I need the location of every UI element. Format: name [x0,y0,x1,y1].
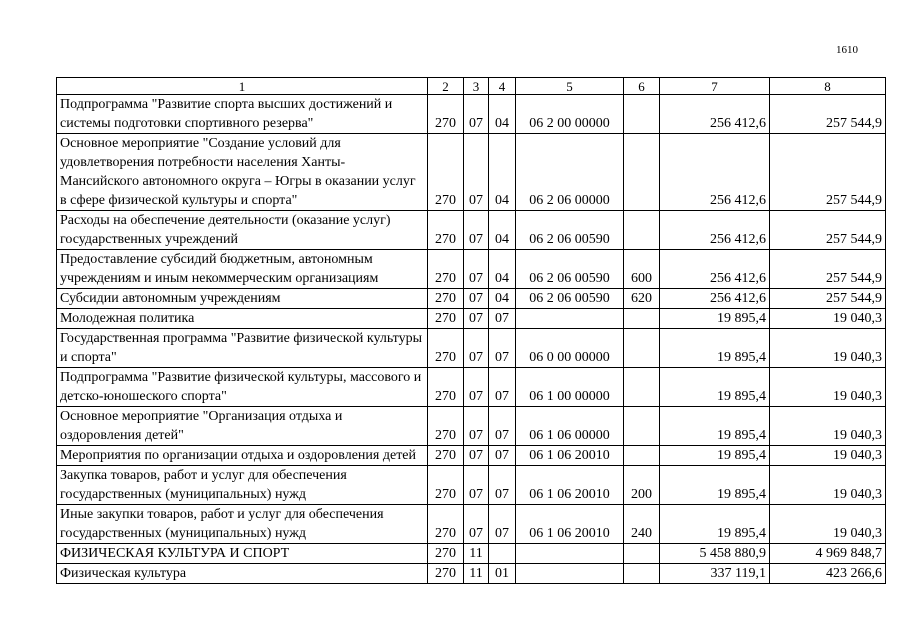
cell-subsection: 04 [489,289,516,309]
cell-target-article [516,544,624,564]
cell-expense-type [624,564,660,584]
cell-chapter: 07 [464,250,489,289]
cell-section-code: 270 [428,134,464,211]
cell-amount-year2: 19 040,3 [770,407,886,446]
cell-expense-type: 240 [624,505,660,544]
table-row [57,329,886,368]
row-name: Подпрограмма "Развитие физической культуры, массового и детско-юношеского спорта" [57,368,428,407]
cell-chapter: 07 [464,329,489,368]
row-name: Физическая культура [57,564,428,584]
header-cell: 2 [428,78,464,95]
cell-expense-type [624,446,660,466]
cell-subsection: 04 [489,211,516,250]
cell-amount-year2: 257 544,9 [770,250,886,289]
cell-target-article: 06 2 06 00000 [516,134,624,211]
cell-chapter: 07 [464,309,489,329]
cell-amount-year1: 256 412,6 [660,134,770,211]
cell-expense-type [624,368,660,407]
table-row [57,211,886,250]
row-name: Субсидии автономным учреждениям [57,289,428,309]
cell-subsection: 04 [489,134,516,211]
cell-amount-year2: 19 040,3 [770,505,886,544]
cell-chapter: 07 [464,446,489,466]
cell-chapter: 07 [464,289,489,309]
cell-section-code: 270 [428,564,464,584]
cell-target-article: 06 0 00 00000 [516,329,624,368]
cell-subsection: 07 [489,329,516,368]
cell-expense-type: 600 [624,250,660,289]
cell-chapter: 07 [464,505,489,544]
cell-amount-year1: 256 412,6 [660,289,770,309]
row-name: Мероприятия по организации отдыха и оздоровления детей [57,446,428,466]
cell-subsection: 04 [489,95,516,134]
cell-target-article: 06 2 06 00590 [516,211,624,250]
cell-amount-year1: 256 412,6 [660,95,770,134]
table-row [57,407,886,446]
cell-amount-year2: 4 969 848,7 [770,544,886,564]
header-cell: 3 [464,78,489,95]
header-cell: 7 [660,78,770,95]
cell-amount-year1: 256 412,6 [660,250,770,289]
cell-chapter: 11 [464,544,489,564]
row-name: Предоставление субсидий бюджетным, автономным учреждениям и иным некоммерческим организациям [57,250,428,289]
cell-chapter: 07 [464,407,489,446]
header-cell: 6 [624,78,660,95]
table-row [57,289,886,309]
cell-amount-year1: 19 895,4 [660,407,770,446]
cell-amount-year2: 257 544,9 [770,289,886,309]
cell-amount-year2: 257 544,9 [770,211,886,250]
header-cell: 1 [57,78,428,95]
cell-subsection: 04 [489,250,516,289]
cell-target-article: 06 1 06 20010 [516,466,624,505]
cell-chapter: 07 [464,466,489,505]
cell-target-article: 06 2 06 00590 [516,250,624,289]
cell-amount-year2: 19 040,3 [770,368,886,407]
cell-section-code: 270 [428,329,464,368]
table-row [57,250,886,289]
header-cell: 5 [516,78,624,95]
cell-section-code: 270 [428,544,464,564]
header-cell: 8 [770,78,886,95]
cell-amount-year1: 19 895,4 [660,368,770,407]
row-name: Молодежная политика [57,309,428,329]
cell-section-code: 270 [428,446,464,466]
cell-amount-year2: 19 040,3 [770,329,886,368]
row-name: Основное мероприятие "Организация отдыха и оздоровления детей" [57,407,428,446]
table-row [57,466,886,505]
table-row [57,368,886,407]
cell-target-article: 06 1 06 00000 [516,407,624,446]
table-row [57,134,886,211]
cell-target-article: 06 1 06 20010 [516,505,624,544]
cell-chapter: 07 [464,211,489,250]
cell-expense-type [624,211,660,250]
header-row [57,78,886,95]
cell-expense-type [624,407,660,446]
cell-subsection: 07 [489,466,516,505]
cell-target-article: 06 2 06 00590 [516,289,624,309]
cell-section-code: 270 [428,368,464,407]
table-row [57,446,886,466]
header-cell: 4 [489,78,516,95]
cell-chapter: 07 [464,368,489,407]
cell-section-code: 270 [428,466,464,505]
cell-target-article: 06 1 06 20010 [516,446,624,466]
cell-subsection [489,544,516,564]
row-name: ФИЗИЧЕСКАЯ КУЛЬТУРА И СПОРТ [57,544,428,564]
cell-expense-type [624,95,660,134]
cell-chapter: 07 [464,134,489,211]
cell-expense-type [624,309,660,329]
cell-target-article: 06 2 00 00000 [516,95,624,134]
cell-amount-year2: 257 544,9 [770,134,886,211]
cell-chapter: 11 [464,564,489,584]
row-name: Закупка товаров, работ и услуг для обеспечения государственных (муниципальных) нужд [57,466,428,505]
cell-amount-year1: 19 895,4 [660,446,770,466]
cell-target-article [516,564,624,584]
table-row [57,309,886,329]
cell-amount-year1: 19 895,4 [660,505,770,544]
cell-target-article: 06 1 00 00000 [516,368,624,407]
cell-subsection: 07 [489,407,516,446]
cell-expense-type: 200 [624,466,660,505]
budget-table [56,77,886,584]
cell-section-code: 270 [428,407,464,446]
table-row [57,95,886,134]
cell-amount-year1: 256 412,6 [660,211,770,250]
cell-expense-type [624,329,660,368]
row-name: Основное мероприятие "Создание условий для удовлетворения потребности населения Ханты-Мансийского автономного округа – Югры в оказании услуг в сфере физической культуры и спорта" [57,134,428,211]
cell-section-code: 270 [428,505,464,544]
table-row [57,564,886,584]
page-number: 1610 [836,44,858,56]
cell-amount-year1: 19 895,4 [660,329,770,368]
row-name: Государственная программа "Развитие физической культуры и спорта" [57,329,428,368]
cell-chapter: 07 [464,95,489,134]
cell-amount-year1: 5 458 880,9 [660,544,770,564]
cell-subsection: 07 [489,446,516,466]
table-row [57,544,886,564]
cell-amount-year2: 423 266,6 [770,564,886,584]
cell-section-code: 270 [428,309,464,329]
row-name: Подпрограмма "Развитие спорта высших достижений и системы подготовки спортивного резерва" [57,95,428,134]
cell-amount-year2: 257 544,9 [770,95,886,134]
cell-subsection: 07 [489,309,516,329]
row-name: Иные закупки товаров, работ и услуг для обеспечения государственных (муниципальных) нужд [57,505,428,544]
table-row [57,505,886,544]
cell-target-article [516,309,624,329]
cell-subsection: 07 [489,505,516,544]
cell-section-code: 270 [428,289,464,309]
cell-expense-type [624,134,660,211]
cell-section-code: 270 [428,211,464,250]
cell-amount-year2: 19 040,3 [770,466,886,505]
cell-expense-type: 620 [624,289,660,309]
cell-subsection: 01 [489,564,516,584]
cell-section-code: 270 [428,95,464,134]
cell-amount-year1: 19 895,4 [660,466,770,505]
cell-amount-year2: 19 040,3 [770,446,886,466]
cell-amount-year1: 19 895,4 [660,309,770,329]
row-name: Расходы на обеспечение деятельности (оказание услуг) государственных учреждений [57,211,428,250]
cell-amount-year1: 337 119,1 [660,564,770,584]
cell-amount-year2: 19 040,3 [770,309,886,329]
cell-expense-type [624,544,660,564]
cell-section-code: 270 [428,250,464,289]
cell-subsection: 07 [489,368,516,407]
